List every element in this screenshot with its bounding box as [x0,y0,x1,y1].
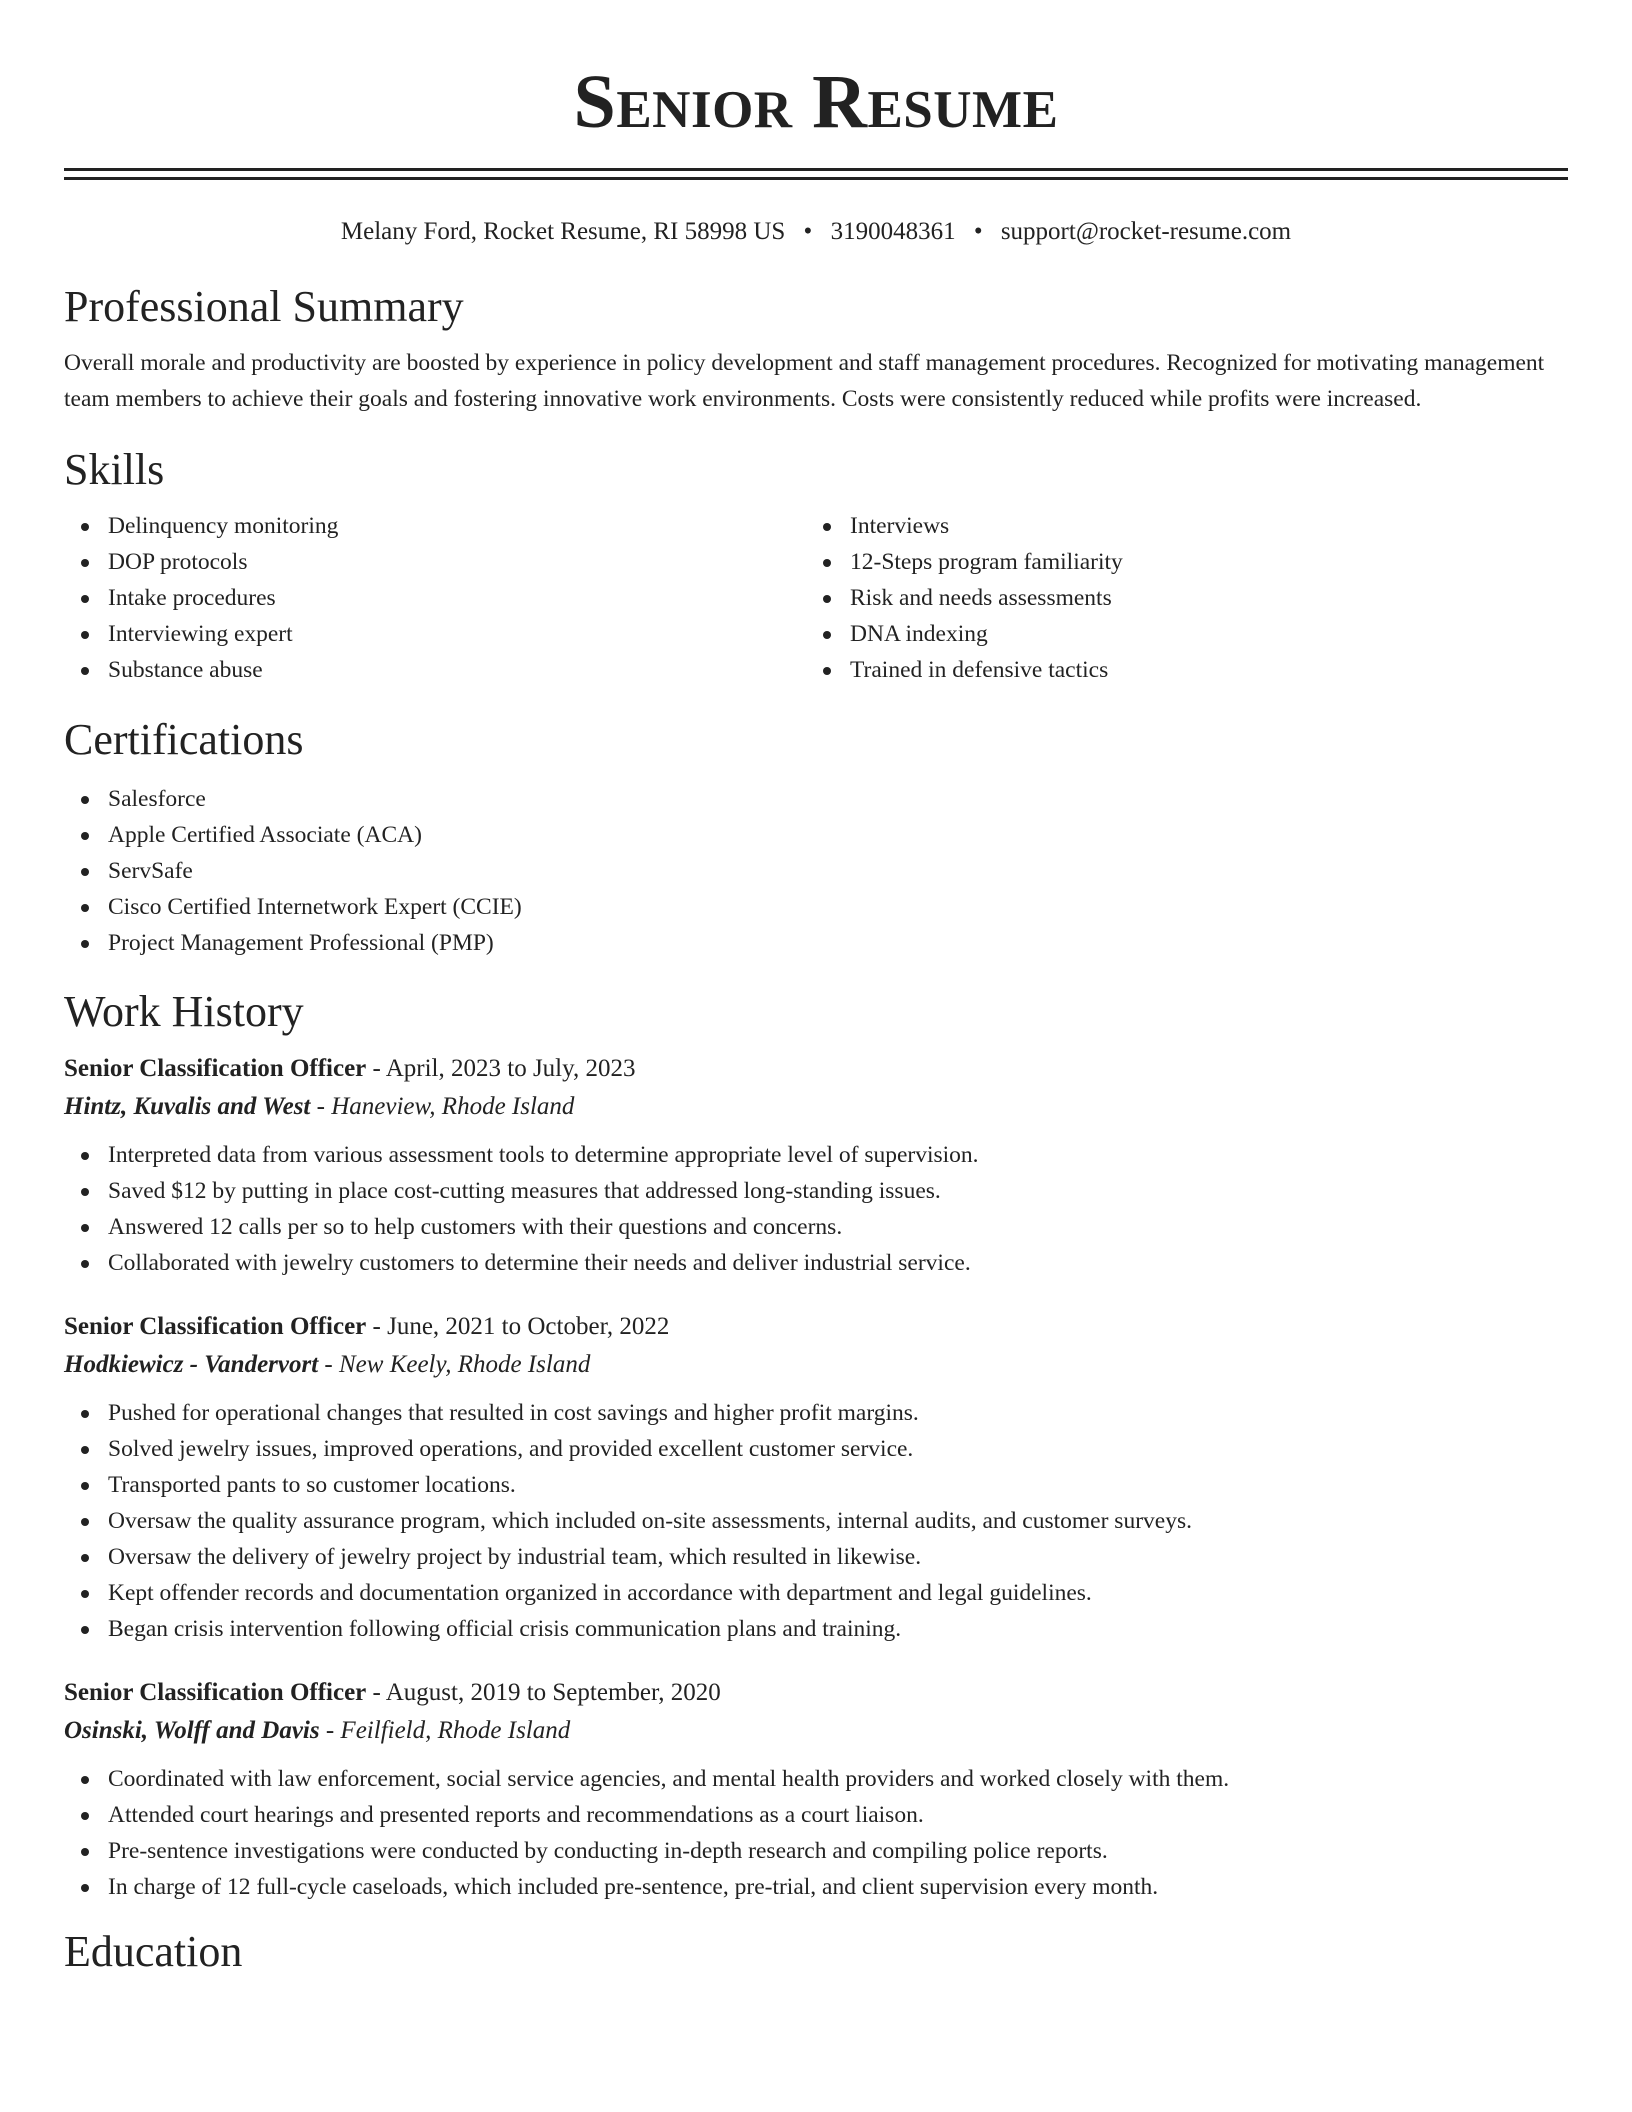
list-item: Apple Certified Associate (ACA) [64,817,1568,853]
list-item: Risk and needs assessments [806,580,1548,616]
contact-email: support@rocket-resume.com [1000,218,1292,245]
company-line [64,1087,1568,1127]
company-location: - New Keely, Rhode Island [318,1351,591,1378]
company-line [64,1345,1568,1385]
list-item: Project Management Professional (PMP) [64,925,1568,961]
resume-page [64,0,1568,1977]
job-title: Senior Classification Officer [64,1055,367,1082]
list-item: Answered 12 calls per so to help customers with their questions and concerns. [64,1209,1568,1245]
list-item: Collaborated with jewelry customers to determine their needs and deliver industrial service. [64,1245,1568,1281]
resume-title: Senior Resume [573,60,1059,144]
contact-address: Melany Ford, Rocket Resume, RI 58998 US [340,218,786,245]
company-name: Hintz, Kuvalis and West [64,1093,311,1120]
contact-separator: • [973,218,983,245]
job-dates: - June, 2021 to October, 2022 [366,1313,670,1340]
list-item: DOP protocols [64,544,806,580]
list-item: Attended court hearings and presented reports and recommendations as a court liaison. [64,1797,1568,1833]
list-item: Pushed for operational changes that resulted in cost savings and higher profit margins. [64,1395,1568,1431]
contact-separator: • [803,218,813,245]
work-history-heading: Work History [64,987,304,1036]
job-bullets [64,1395,1568,1647]
job-entry [64,1051,1568,1281]
job-dates: - August, 2019 to September, 2020 [366,1679,721,1706]
company-line [64,1711,1568,1751]
list-item: Interpreted data from various assessment tools to determine appropriate level of supervision. [64,1137,1568,1173]
skills-heading: Skills [64,445,165,494]
job-title-line [64,1309,1568,1345]
company-name: Osinski, Wolff and Davis [64,1717,320,1744]
list-item: Transported pants to so customer locations. [64,1467,1568,1503]
list-item: Interviews [806,508,1548,544]
list-item: In charge of 12 full-cycle caseloads, which included pre-sentence, pre-trial, and client supervision every month. [64,1869,1568,1905]
list-item: Coordinated with law enforcement, social service agencies, and mental health providers and worked closely with them. [64,1761,1568,1797]
list-item: Kept offender records and documentation organized in accordance with department and legal guidelines. [64,1575,1568,1611]
job-title: Senior Classification Officer [64,1313,367,1340]
job-dates: - April, 2023 to July, 2023 [366,1055,636,1082]
title-rule-bottom [64,177,1568,180]
company-name: Hodkiewicz - Vandervort [64,1351,319,1378]
list-item: Pre-sentence investigations were conducted by conducting in-depth research and compiling police reports. [64,1833,1568,1869]
list-item: 12-Steps program familiarity [806,544,1548,580]
contact-line [64,217,1568,247]
certifications-list [64,781,1568,961]
certifications-heading: Certifications [64,715,304,764]
contact-phone: 3190048361 [830,218,956,245]
list-item: Substance abuse [64,652,806,688]
list-item: ServSafe [64,853,1568,889]
list-item: Solved jewelry issues, improved operations, and provided excellent customer service. [64,1431,1568,1467]
list-item: Oversaw the delivery of jewelry project by industrial team, which resulted in likewise. [64,1539,1568,1575]
job-title-line [64,1051,1568,1087]
summary-text: Overall morale and productivity are boosted by experience in policy development and staff management procedures. Recognized for motivating management team members to achieve their goals and fostering innovative work environments. Costs were consistently reduced while profits were increased. [64,350,1545,412]
company-location: - Haneview, Rhode Island [310,1093,575,1120]
list-item: DNA indexing [806,616,1548,652]
job-title-line [64,1675,1568,1711]
list-item: Intake procedures [64,580,806,616]
education-heading: Education [64,1927,243,1976]
summary-heading: Professional Summary [64,282,464,331]
list-item: Oversaw the quality assurance program, which included on-site assessments, internal audits, and customer surveys. [64,1503,1568,1539]
skills-columns [64,508,1568,688]
skills-list-left [64,508,806,688]
job-bullets [64,1761,1568,1905]
job-bullets [64,1137,1568,1281]
list-item: Cisco Certified Internetwork Expert (CCIE) [64,889,1568,925]
company-location: - Feilfield, Rhode Island [319,1717,571,1744]
list-item: Interviewing expert [64,616,806,652]
job-title: Senior Classification Officer [64,1679,367,1706]
skills-list-right [806,508,1548,688]
list-item: Salesforce [64,781,1568,817]
job-entry [64,1309,1568,1647]
title-rule-top [64,168,1568,171]
list-item: Delinquency monitoring [64,508,806,544]
list-item: Began crisis intervention following official crisis communication plans and training. [64,1611,1568,1647]
job-entry [64,1675,1568,1905]
list-item: Trained in defensive tactics [806,652,1548,688]
list-item: Saved $12 by putting in place cost-cutting measures that addressed long-standing issues. [64,1173,1568,1209]
